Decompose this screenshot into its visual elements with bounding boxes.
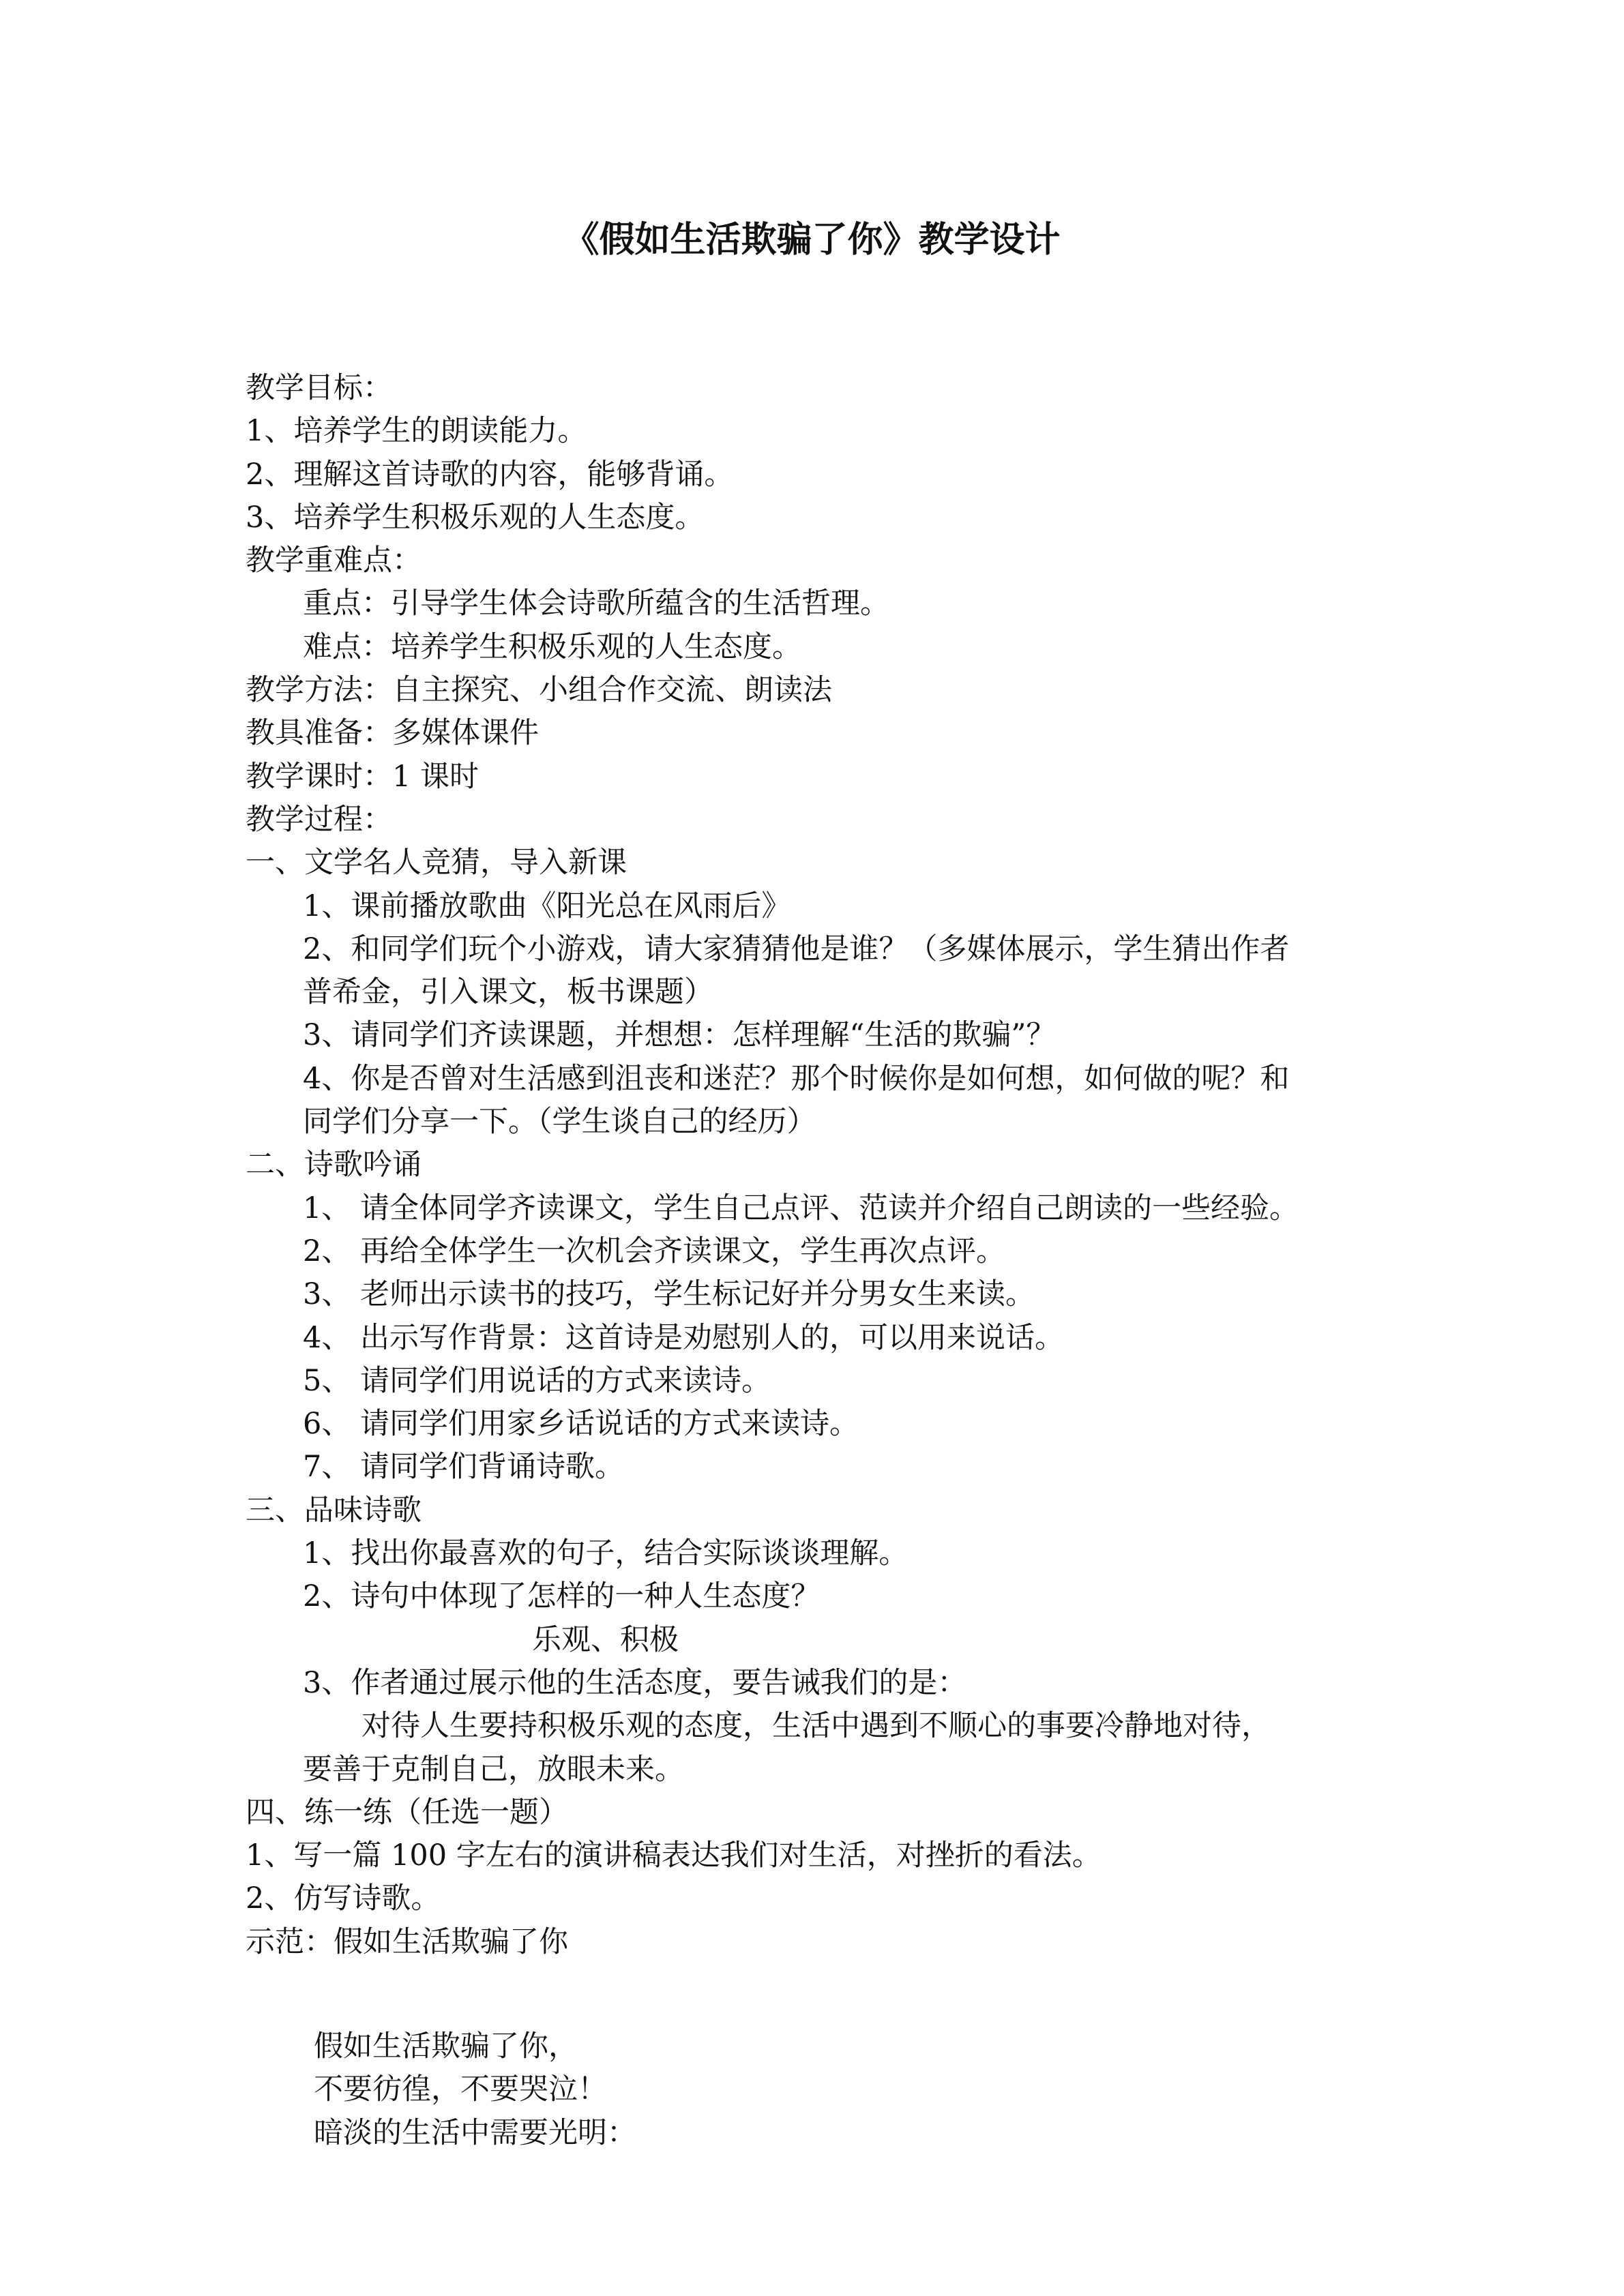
section-heading-objectives: 教学目标：: [246, 371, 392, 405]
step-heading-2: 二、诗歌吟诵: [246, 1148, 422, 1182]
step-item-continued: 同学们分享一下。（学生谈自己的经历）: [303, 1105, 816, 1139]
poem-line: 暗淡的生活中需要光明：: [314, 2115, 636, 2150]
objective-item: 2、理解这首诗歌的内容，能够背诵。: [246, 457, 734, 492]
step-item: 3、 老师出示读书的技巧，学生标记好并分男女生来读。: [303, 1277, 1035, 1312]
key-point: 重点：引导学生体会诗歌所蕴含的生活哲理。: [303, 586, 889, 621]
step-heading-1: 一、文学名人竞猜，导入新课: [246, 846, 627, 880]
step-item-continued: 普希金，引入课文，板书课题）: [303, 975, 713, 1010]
step-item: 4、 出示写作背景：这首诗是劝慰别人的，可以用来说话。: [303, 1320, 1065, 1355]
step-item: 1、找出你最喜欢的句子，结合实际谈谈理解。: [303, 1536, 909, 1571]
step-item: 2、和同学们玩个小游戏，请大家猜猜他是谁？（多媒体展示，学生猜出作者: [303, 931, 1290, 966]
section-heading-key-points: 教学重难点：: [246, 543, 422, 578]
objective-item: 3、培养学生积极乐观的人生态度。: [246, 500, 705, 535]
class-hours: 教学课时：1 课时: [246, 759, 479, 794]
example-heading: 示范：假如生活欺骗了你: [246, 1924, 568, 1959]
step-item: 2、诗句中体现了怎样的一种人生态度？: [303, 1579, 821, 1614]
poem-line: 假如生活欺骗了你，: [314, 2029, 578, 2063]
teaching-methods: 教学方法：自主探究、小组合作交流、朗读法: [246, 673, 832, 708]
exercise-item: 2、仿写诗歌。: [246, 1881, 441, 1916]
answer-text-continued: 要善于克制自己，放眼未来。: [303, 1752, 684, 1787]
poem-line: 不要彷徨，不要哭泣！: [314, 2072, 607, 2107]
difficult-point: 难点：培养学生积极乐观的人生态度。: [303, 629, 801, 664]
step-heading-4: 四、练一练（任选一题）: [246, 1795, 568, 1830]
spacer: [246, 1964, 1405, 2025]
step-item: 2、 再给全体学生一次机会齐读课文，学生再次点评。: [303, 1234, 1006, 1268]
step-item: 5、 请同学们用说话的方式来读诗。: [303, 1363, 771, 1398]
answer-text: 乐观、积极: [532, 1622, 679, 1657]
step-heading-3: 三、品味诗歌: [246, 1493, 422, 1527]
exercise-item: 1、写一篇 100 字左右的演讲稿表达我们对生活，对挫折的看法。: [246, 1838, 1102, 1873]
step-item: 7、 请同学们背诵诗歌。: [303, 1450, 625, 1485]
objective-item: 1、培养学生的朗读能力。: [246, 414, 587, 449]
step-item: 1、 请全体同学齐读课文，学生自己点评、范读并介绍自己朗读的一些经验。: [303, 1191, 1299, 1225]
answer-text: 对待人生要持积极乐观的态度，生活中遇到不顺心的事要冷静地对待，: [361, 1709, 1271, 1744]
section-heading-process: 教学过程：: [246, 802, 392, 837]
page-title: 《假如生活欺骗了你》教学设计: [563, 220, 1061, 260]
step-item: 4、你是否曾对生活感到沮丧和迷茫？那个时候你是如何想，如何做的呢？和: [303, 1061, 1290, 1096]
teaching-aids: 教具准备：多媒体课件: [246, 716, 539, 751]
step-item: 3、请同学们齐读课题，并想想：怎样理解“生活的欺骗”？: [303, 1018, 1056, 1053]
step-item: 3、作者通过展示他的生活态度，要告诫我们的是：: [303, 1665, 967, 1700]
step-item: 1、课前播放歌曲《阳光总在风雨后》: [303, 889, 791, 923]
step-item: 6、 请同学们用家乡话说话的方式来读诗。: [303, 1407, 859, 1442]
document-body: [246, 367, 1405, 2155]
